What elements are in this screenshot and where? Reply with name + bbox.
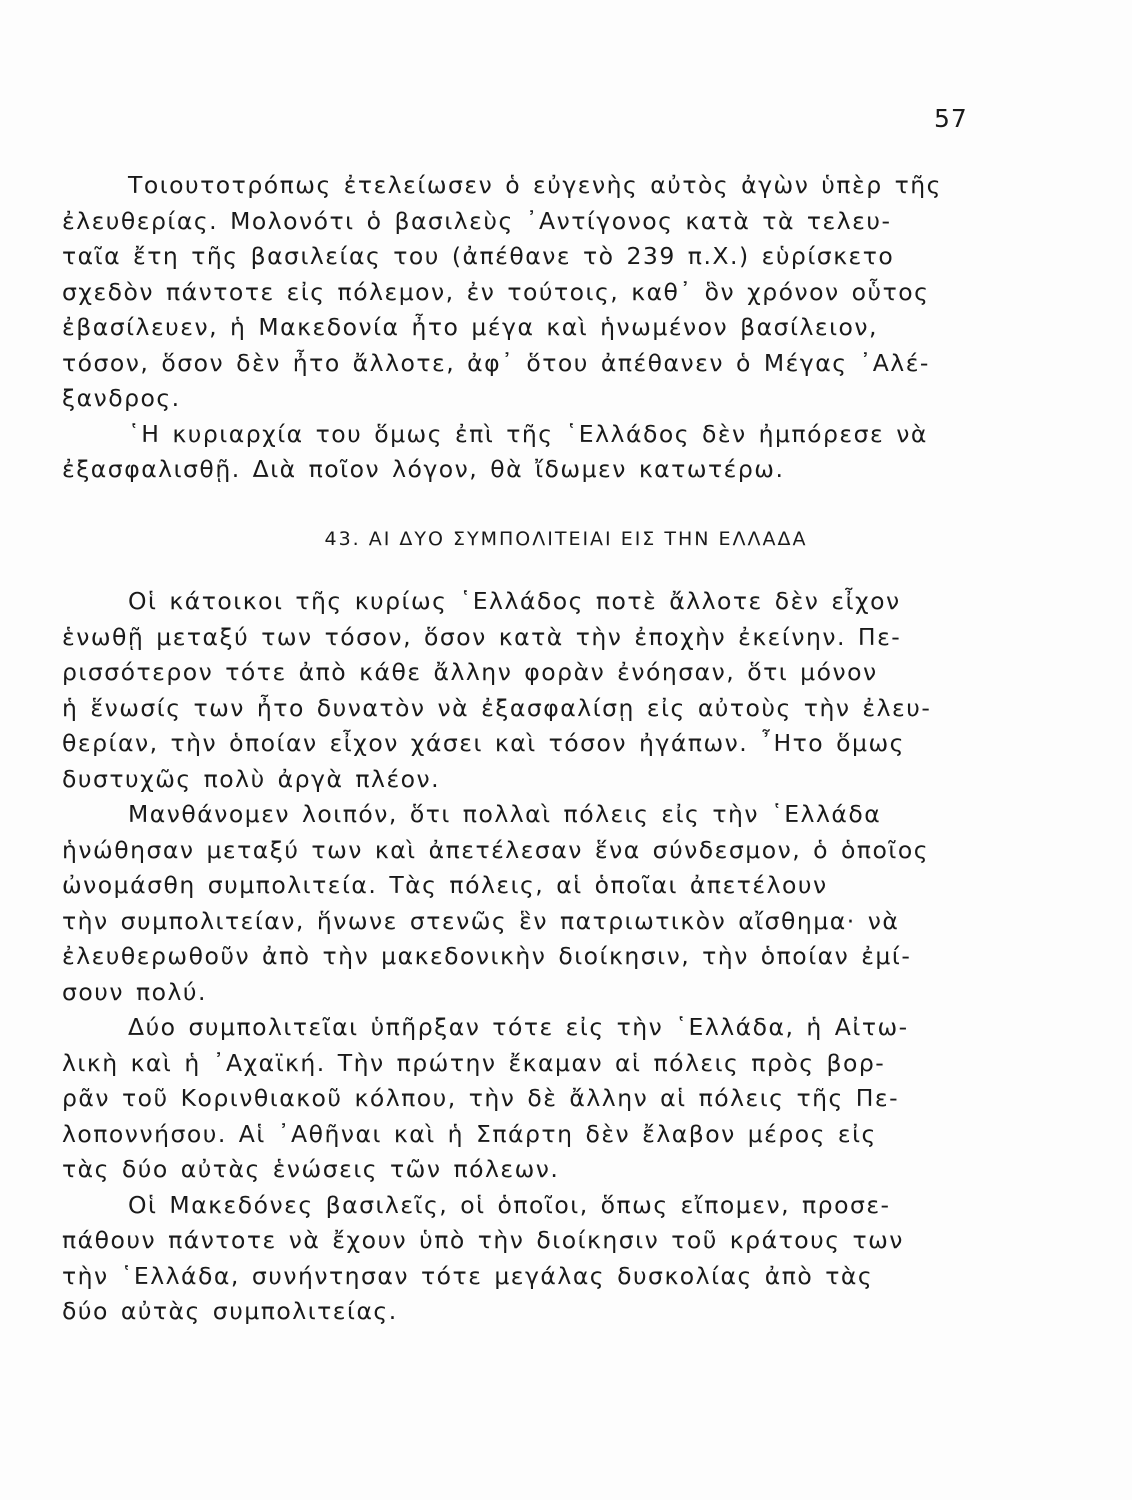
text-line: δυστυχῶς πολὺ ἀργὰ πλέον. bbox=[62, 764, 441, 793]
text-line: ἐξασφαλισθῇ. Διὰ ποῖον λόγον, θὰ ἴδωμεν κατωτέρω. bbox=[62, 455, 785, 483]
text-line: ρᾶν τοῦ Κορινθιακοῦ κόλπου, τὴν δὲ ἄλλην αἱ πόλεις τῆς Πε- bbox=[62, 1084, 900, 1112]
text-line: ῾Η κυριαρχία του ὅμως ἐπὶ τῆς ῾Ελλάδος δὲν ἠμπόρεσε νὰ bbox=[128, 419, 928, 448]
text-line: λικὴ καὶ ἡ ᾿Αχαϊκή. Τὴν πρώτην ἔκαμαν αἱ πόλεις πρὸς βορ- bbox=[62, 1048, 886, 1077]
text-line: σουν πολύ. bbox=[62, 977, 207, 1006]
text-line: ταῖα ἔτη τῆς βασιλείας του (ἀπέθανε τὸ 239 π.Χ.) εὑρίσκετο bbox=[62, 242, 895, 270]
text-line: ὠνομάσθη συμπολιτεία. Τὰς πόλεις, αἱ ὁποῖαι ἀπετέλουν bbox=[62, 871, 828, 899]
text-line: ἡνώθησαν μεταξύ των καὶ ἀπετέλεσαν ἕνα σύνδεσμον, ὁ ὁποῖος bbox=[62, 835, 930, 864]
text-line: ρισσότερον τότε ἀπὸ κάθε ἄλλην φορὰν ἐνόησαν, ὅτι μόνον bbox=[62, 658, 878, 686]
text-line: σχεδὸν πάντοτε εἰς πόλεμον, ἐν τούτοις, καθ᾿ ὃν χρόνον οὗτος bbox=[62, 277, 930, 306]
text-line: τὴν συμπολιτείαν, ἥνωνε στενῶς ἓν πατριωτικὸν αἴσθημα· νὰ bbox=[62, 906, 900, 935]
text-line: Οἱ κάτοικοι τῆς κυρίως ῾Ελλάδος ποτὲ ἄλλοτε δὲν εἶχον bbox=[128, 587, 901, 615]
text-line: τὴν ῾Ελλάδα, συνήντησαν τότε μεγάλας δυσκολίας ἀπὸ τὰς bbox=[62, 1261, 874, 1290]
paragraph-block-1 bbox=[62, 168, 1002, 488]
paragraph-block-2 bbox=[62, 584, 1002, 1330]
text-line: Τοιουτοτρόπως ἐτελείωσεν ὁ εὐγενὴς αὐτὸς ἀγὼν ὑπὲρ τῆς bbox=[128, 171, 942, 199]
text-line: ἡ ἕνωσίς των ἦτο δυνατὸν νὰ ἐξασφαλίσῃ εἰς αὐτοὺς τὴν ἐλευ- bbox=[62, 693, 932, 722]
text-line: Οἱ Μακεδόνες βασιλεῖς, οἱ ὁποῖοι, ὅπως εἴπομεν, προσε- bbox=[128, 1190, 891, 1219]
text-line: θερίαν, τὴν ὁποίαν εἶχον χάσει καὶ τόσον ἠγάπων. ῏Ητο ὅμως bbox=[62, 729, 905, 757]
page-number: 57 bbox=[934, 104, 968, 133]
text-line: ἐλευθερίας. Μολονότι ὁ βασιλεὺς ᾿Αντίγονος κατὰ τὰ τελευ- bbox=[62, 206, 892, 235]
text-line: Μανθάνομεν λοιπόν, ὅτι πολλαὶ πόλεις εἰς τὴν ῾Ελλάδα bbox=[128, 800, 882, 828]
text-line: Δύο συμπολιτεῖαι ὑπῆρξαν τότε εἰς τὴν ῾Ελλάδα, ἡ Αἰτω- bbox=[128, 1013, 909, 1041]
text-line: πάθουν πάντοτε νὰ ἔχουν ὑπὸ τὴν διοίκησιν τοῦ κράτους των bbox=[62, 1226, 904, 1254]
text-line: ἑνωθῇ μεταξύ των τόσον, ὅσον κατὰ τὴν ἐποχὴν ἐκείνην. Πε- bbox=[62, 622, 902, 651]
text-line: λοποννήσου. Αἱ ᾿Αθῆναι καὶ ἡ Σπάρτη δὲν ἔλαβον μέρος εἰς bbox=[62, 1119, 877, 1148]
text-line: ξανδρος. bbox=[62, 384, 181, 412]
text-line: δύο αὐτὰς συμπολιτείας. bbox=[62, 1297, 398, 1325]
section-heading: 43. ΑΙ ΔΥΟ ΣΥΜΠΟΛΙΤΕΙΑΙ ΕΙΣ ΤΗΝ ΕΛΛΑΔΑ bbox=[324, 528, 808, 550]
text-line: τόσον, ὅσον δὲν ἦτο ἄλλοτε, ἀφ᾿ ὅτου ἀπέθανεν ὁ Μέγας ᾿Αλέ- bbox=[62, 348, 930, 377]
text-line: ἐβασίλευεν, ἡ Μακεδονία ἦτο μέγα καὶ ἡνωμένον βασίλειον, bbox=[62, 313, 878, 341]
text-line: τὰς δύο αὐτὰς ἑνώσεις τῶν πόλεων. bbox=[62, 1155, 560, 1183]
text-line: ἐλευθερωθοῦν ἀπὸ τὴν μακεδονικὴν διοίκησιν, τὴν ὁποίαν ἐμί- bbox=[62, 942, 912, 970]
